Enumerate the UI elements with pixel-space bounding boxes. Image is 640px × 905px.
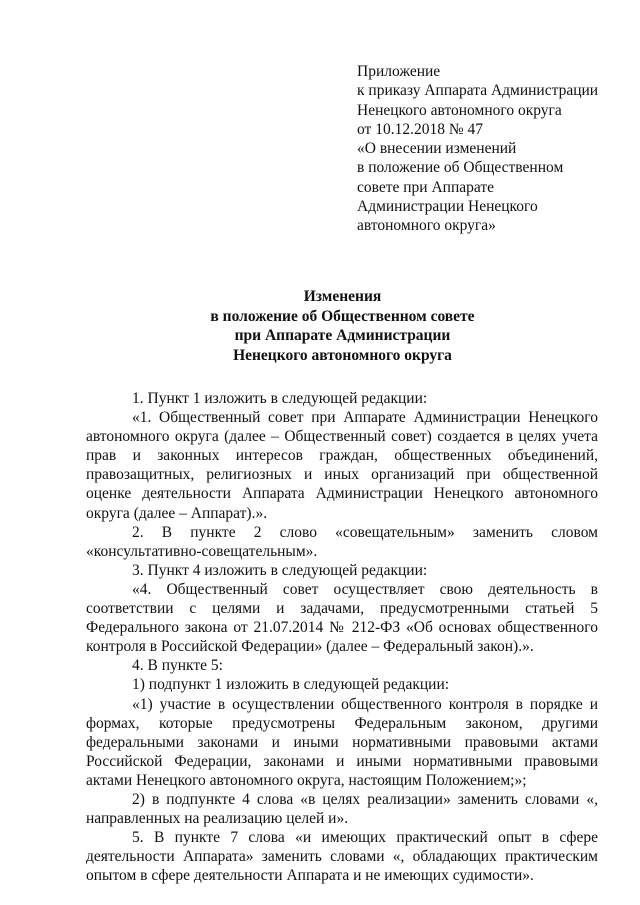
paragraph-subitem-1-text: «1) участие в осуществлении общественного контроля в порядке и формах, которые предусмотрены Федеральным законом, другими федеральными законами и иными нормативными правовыми актами Российской Федерации, законами и иными нормативными правовыми актами Ненецкого автономного округа, настоящим Положением;»;: [86, 695, 598, 789]
annex-line: Ненецкого автономного округа: [357, 101, 562, 119]
annex-block: [357, 62, 627, 236]
annex-line: совете при Аппарате: [357, 178, 495, 196]
document-title: [60, 287, 625, 365]
annex-line: автономного округа»: [357, 217, 496, 235]
paragraph-item-3: 3. Пункт 4 изложить в следующей редакции:: [132, 561, 428, 579]
title-line: Изменения: [303, 288, 382, 305]
paragraph-item-4: 4. В пункте 5:: [132, 657, 223, 675]
paragraph-item-1: 1. Пункт 1 изложить в следующей редакции:: [132, 390, 428, 407]
annex-line: «О внесении изменений: [357, 140, 517, 158]
document-body: [86, 389, 598, 885]
paragraph-subitem-2: 2) в подпункте 4 слова «в целях реализации» заменить словами «, направленных на реализацию целей и».: [86, 790, 598, 828]
paragraph-item-2: 2. В пункте 2 слово «совещательным» заменить словом «консультативно-совещательным».: [86, 523, 598, 560]
title-line: при Аппарате Администрации: [234, 327, 451, 344]
annex-line: к приказу Аппарата Администрации: [357, 82, 599, 100]
title-line: в положение об Общественном совете: [210, 307, 475, 325]
paragraph-subitem-1: 1) подпункт 1 изложить в следующей редакции:: [132, 676, 450, 694]
paragraph-item-1-text: «1. Общественный совет при Аппарате Администрации Ненецкого автономного округа (далее – Общественный совет) создается в целях учета прав и законных интересов граждан, общественных объединений, правозащитных, религиозных и иных организаций при общественной оценке деятельности Аппарата Администрации Ненецкого автономного округа (далее – Аппарат).».: [86, 409, 598, 522]
annex-line: от 10.12.2018 № 47: [357, 120, 483, 138]
paragraph-item-5: 5. В пункте 7 слова «и имеющих практический опыт в сфере деятельности Аппарата» заменить словами «, обладающих практическим опытом в сфере деятельности Аппарата и не имеющих судимости».: [86, 829, 598, 885]
paragraph-item-3-text: «4. Общественный совет осуществляет свою деятельность в соответствии с целями и задачами, предусмотренными статьей 5 Федерального закона от 21.07.2014 № 212-ФЗ «Об основах общественного контроля в Российской Федерации» (далее – Федеральный закон).».: [86, 580, 598, 656]
annex-line: Администрации Ненецкого: [357, 198, 538, 216]
annex-line: в положение об Общественном: [357, 159, 564, 177]
title-line: Ненецкого автономного округа: [233, 346, 452, 364]
annex-line: Приложение: [357, 63, 441, 80]
